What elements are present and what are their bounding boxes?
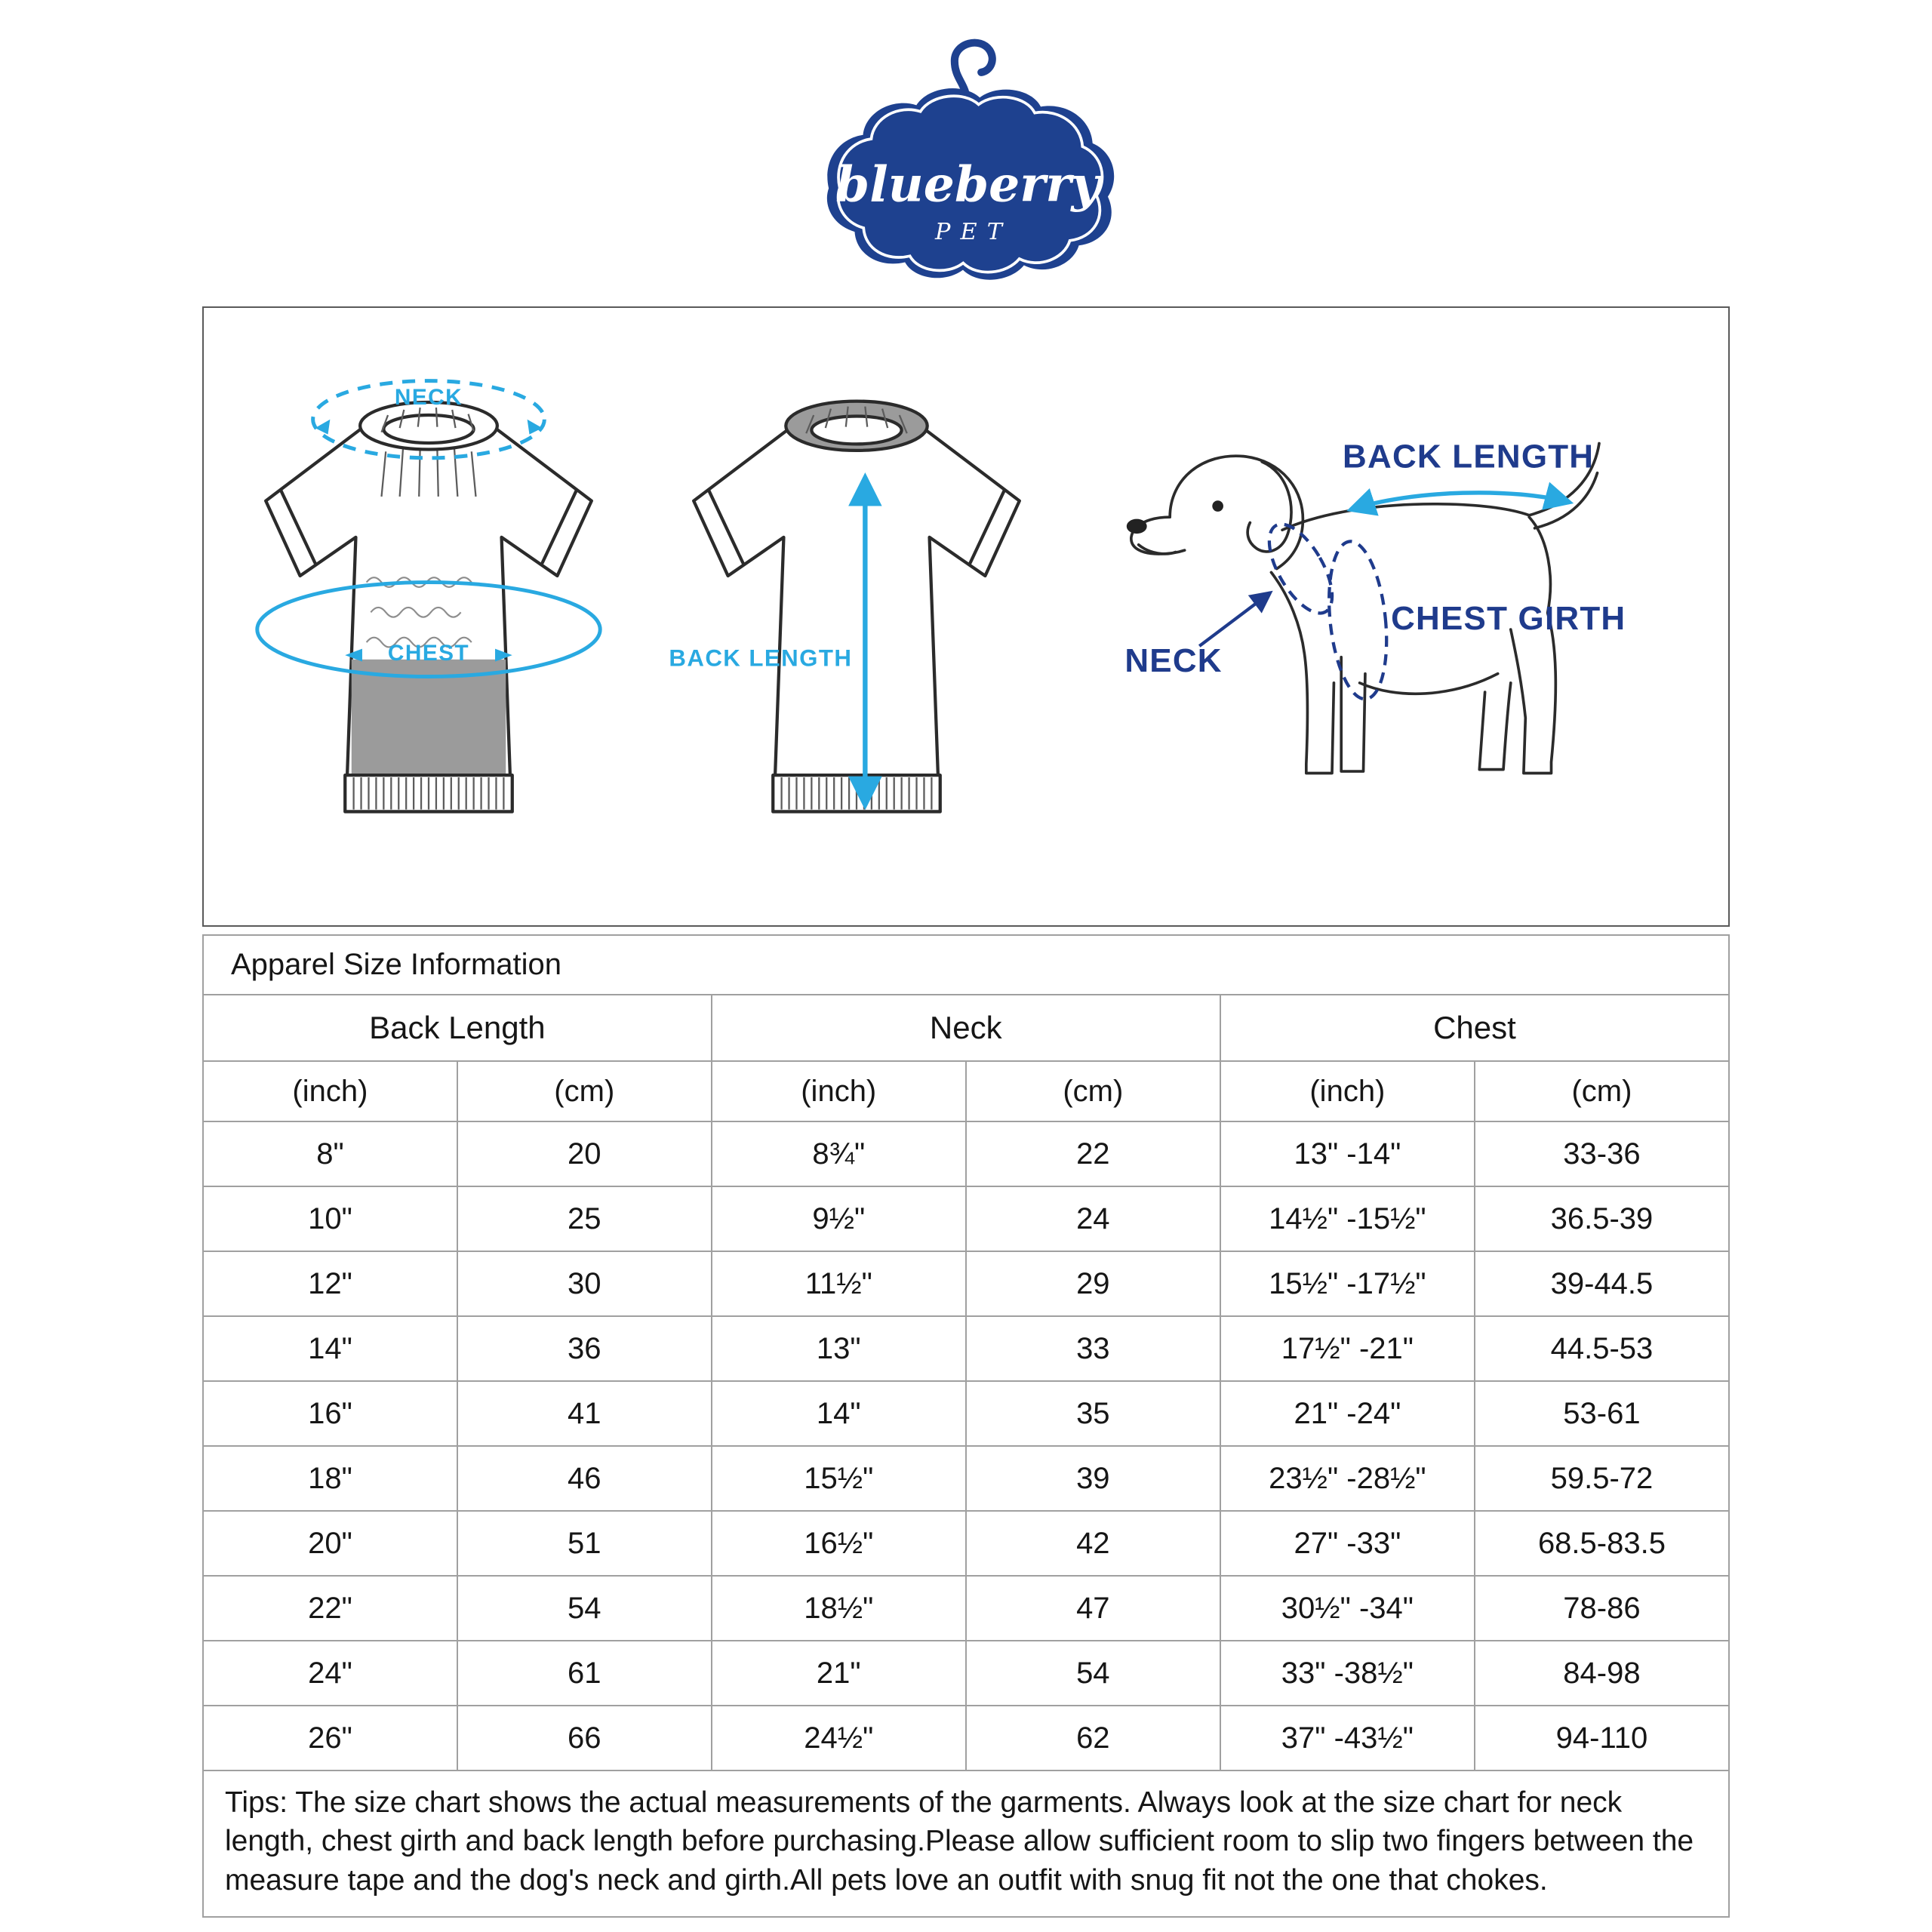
- logo-brand-text: blueberry: [835, 155, 1100, 214]
- size-cell: 26": [203, 1706, 457, 1770]
- size-cell: 24": [203, 1641, 457, 1706]
- size-cell: 30½" -34": [1220, 1576, 1475, 1641]
- neck-label: NECK: [394, 384, 463, 410]
- size-cell: 54: [966, 1641, 1220, 1706]
- table-row: [203, 1381, 1729, 1446]
- size-cell: 59.5-72: [1475, 1446, 1729, 1511]
- size-cell: 16": [203, 1381, 457, 1446]
- dog-neck-pointer-arrow: [1199, 592, 1270, 646]
- garment-front-view-diagram: [653, 349, 1060, 884]
- size-cell: 36: [457, 1316, 712, 1381]
- shirt-front-outline: [694, 401, 1020, 812]
- back-length-label: BACK LENGTH: [669, 645, 853, 672]
- table-row: [203, 1706, 1729, 1770]
- size-cell: 20: [457, 1121, 712, 1186]
- size-cell: 11½": [712, 1251, 966, 1316]
- size-cell: 17½" -21": [1220, 1316, 1475, 1381]
- size-cell: 61: [457, 1641, 712, 1706]
- size-cell: 37" -43½": [1220, 1706, 1475, 1770]
- size-cell: 39-44.5: [1475, 1251, 1729, 1316]
- apparel-size-table: [202, 934, 1730, 1771]
- size-chart-sheet: [202, 0, 1730, 1918]
- size-cell: 8": [203, 1121, 457, 1186]
- size-cell: 24: [966, 1186, 1220, 1251]
- size-cell: 42: [966, 1511, 1220, 1576]
- size-cell: 21" -24": [1220, 1381, 1475, 1446]
- chest-label: CHEST: [387, 641, 469, 666]
- logo-row: [202, 0, 1730, 299]
- size-cell: 18½": [712, 1576, 966, 1641]
- column-group-row: [203, 995, 1729, 1061]
- table-row: [203, 1121, 1729, 1186]
- size-cell: 8¾": [712, 1121, 966, 1186]
- dog-eye: [1212, 500, 1223, 512]
- size-cell: 20": [203, 1511, 457, 1576]
- size-cell: 47: [966, 1576, 1220, 1641]
- size-cell: 33-36: [1475, 1121, 1729, 1186]
- measurement-diagram-box: [202, 306, 1730, 927]
- table-row: [203, 1251, 1729, 1316]
- size-cell: 54: [457, 1576, 712, 1641]
- size-cell: 27" -33": [1220, 1511, 1475, 1576]
- size-cell: 51: [457, 1511, 712, 1576]
- size-cell: 15½": [712, 1446, 966, 1511]
- size-cell: 29: [966, 1251, 1220, 1316]
- table-title: Apparel Size Information: [203, 935, 1729, 995]
- dog-measurement-diagram: [1081, 395, 1708, 838]
- dog-chest-girth-label: CHEST GIRTH: [1390, 600, 1626, 638]
- unit-cell: (inch): [1220, 1061, 1475, 1121]
- column-group-chest: Chest: [1220, 995, 1729, 1061]
- units-row: [203, 1061, 1729, 1121]
- size-cell: 44.5-53: [1475, 1316, 1729, 1381]
- size-cell: 18": [203, 1446, 457, 1511]
- size-cell: 15½" -17½": [1220, 1251, 1475, 1316]
- size-cell: 12": [203, 1251, 457, 1316]
- size-cell: 62: [966, 1706, 1220, 1770]
- garment-back-view-diagram: [225, 349, 632, 884]
- logo-cloud: [827, 88, 1114, 280]
- size-cell: 14": [712, 1381, 966, 1446]
- size-cell: 78-86: [1475, 1576, 1729, 1641]
- dog-neck-label: NECK: [1124, 642, 1223, 680]
- size-cell: 10": [203, 1186, 457, 1251]
- unit-cell: (cm): [1475, 1061, 1729, 1121]
- table-row: [203, 1316, 1729, 1381]
- dog-nose: [1126, 519, 1146, 534]
- size-cell: 13": [712, 1316, 966, 1381]
- size-cell: 68.5-83.5: [1475, 1511, 1729, 1576]
- size-cell: 46: [457, 1446, 712, 1511]
- size-cell: 23½" -28½": [1220, 1446, 1475, 1511]
- size-cell: 35: [966, 1381, 1220, 1446]
- blueberry-pet-logo: [789, 9, 1143, 299]
- size-cell: 22": [203, 1576, 457, 1641]
- size-cell: 94-110: [1475, 1706, 1729, 1770]
- size-cell: 22: [966, 1121, 1220, 1186]
- size-cell: 84-98: [1475, 1641, 1729, 1706]
- shirt-back-outline: [266, 402, 592, 811]
- table-row: [203, 1186, 1729, 1251]
- table-row: [203, 1576, 1729, 1641]
- size-cell: 14½" -15½": [1220, 1186, 1475, 1251]
- table-row: [203, 1446, 1729, 1511]
- unit-cell: (cm): [966, 1061, 1220, 1121]
- dog-measure-bands: [1257, 515, 1393, 702]
- tips-text: Tips: The size chart shows the actual measurements of the garments. Always look at the size chart for neck length, chest girth and back length before purchasing.Please allow sufficient room to slip two fingers between the measure tape and the dog's neck and girth.All pets love an outfit with snug fit not the one that chokes.: [202, 1771, 1730, 1918]
- size-cell: 14": [203, 1316, 457, 1381]
- table-title-row: [203, 935, 1729, 995]
- size-cell: 13" -14": [1220, 1121, 1475, 1186]
- table-row: [203, 1641, 1729, 1706]
- size-cell: 53-61: [1475, 1381, 1729, 1446]
- column-group-neck: Neck: [712, 995, 1220, 1061]
- size-cell: 30: [457, 1251, 712, 1316]
- size-cell: 41: [457, 1381, 712, 1446]
- size-cell: 21": [712, 1641, 966, 1706]
- size-cell: 25: [457, 1186, 712, 1251]
- table-row: [203, 1511, 1729, 1576]
- size-cell: 33" -38½": [1220, 1641, 1475, 1706]
- column-group-back-length: Back Length: [203, 995, 712, 1061]
- size-cell: 66: [457, 1706, 712, 1770]
- unit-cell: (inch): [712, 1061, 966, 1121]
- logo-pet-text: PET: [935, 219, 1013, 246]
- unit-cell: (cm): [457, 1061, 712, 1121]
- size-cell: 16½": [712, 1511, 966, 1576]
- size-cell: 39: [966, 1446, 1220, 1511]
- size-cell: 33: [966, 1316, 1220, 1381]
- size-cell: 9½": [712, 1186, 966, 1251]
- dog-back-length-label: BACK LENGTH: [1342, 438, 1594, 475]
- size-cell: 24½": [712, 1706, 966, 1770]
- size-cell: 36.5-39: [1475, 1186, 1729, 1251]
- unit-cell: (inch): [203, 1061, 457, 1121]
